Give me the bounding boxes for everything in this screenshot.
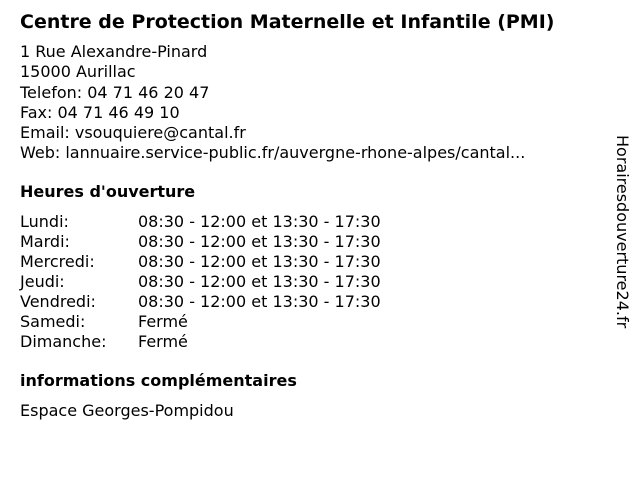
listing-content [20,8,610,421]
additional-info-heading: informations complémentaires [20,370,297,390]
day-label: Samedi: [20,311,86,331]
day-label: Jeudi: [20,271,65,291]
website-link: Web: lannuaire.service-public.fr/auvergne-rhone-alpes/cantal... [20,143,526,163]
hours-value: 08:30 - 12:00 et 13:30 - 17:30 [138,211,381,231]
hours-row-wednesday [20,252,610,272]
opening-hours-table [20,212,610,352]
page-title: Centre de Protection Maternelle et Infantile (PMI) [20,11,555,33]
hours-value: 08:30 - 12:00 et 13:30 - 17:30 [138,291,381,311]
hours-value: 08:30 - 12:00 et 13:30 - 17:30 [138,251,381,271]
hours-row-saturday [20,312,610,332]
hours-row-sunday [20,332,610,352]
street-address: 1 Rue Alexandre-Pinard [20,42,208,61]
day-label: Dimanche: [20,331,107,351]
day-label: Vendredi: [20,291,96,311]
day-label: Mardi: [20,231,70,251]
additional-info-text: Espace Georges-Pompidou [20,400,234,420]
hours-value: 08:30 - 12:00 et 13:30 - 17:30 [138,271,381,291]
hours-row-friday [20,292,610,312]
email-address: Email: vsouquiere@cantal.fr [20,123,246,143]
hours-value: 08:30 - 12:00 et 13:30 - 17:30 [138,231,381,251]
day-label: Lundi: [20,211,69,231]
phone-number: Telefon: 04 71 46 20 47 [20,82,210,102]
address-block [20,42,610,164]
site-watermark: Horairesdouverture24.fr [613,135,632,329]
hours-row-monday [20,212,610,232]
city-address: 15000 Aurillac [20,62,136,82]
hours-value: Fermé [138,311,188,331]
hours-value: Fermé [138,331,188,351]
hours-row-thursday [20,272,610,292]
day-label: Mercredi: [20,251,95,271]
opening-hours-heading: Heures d'ouverture [20,181,196,201]
fax-number: Fax: 04 71 46 49 10 [20,102,180,122]
hours-row-tuesday [20,232,610,252]
